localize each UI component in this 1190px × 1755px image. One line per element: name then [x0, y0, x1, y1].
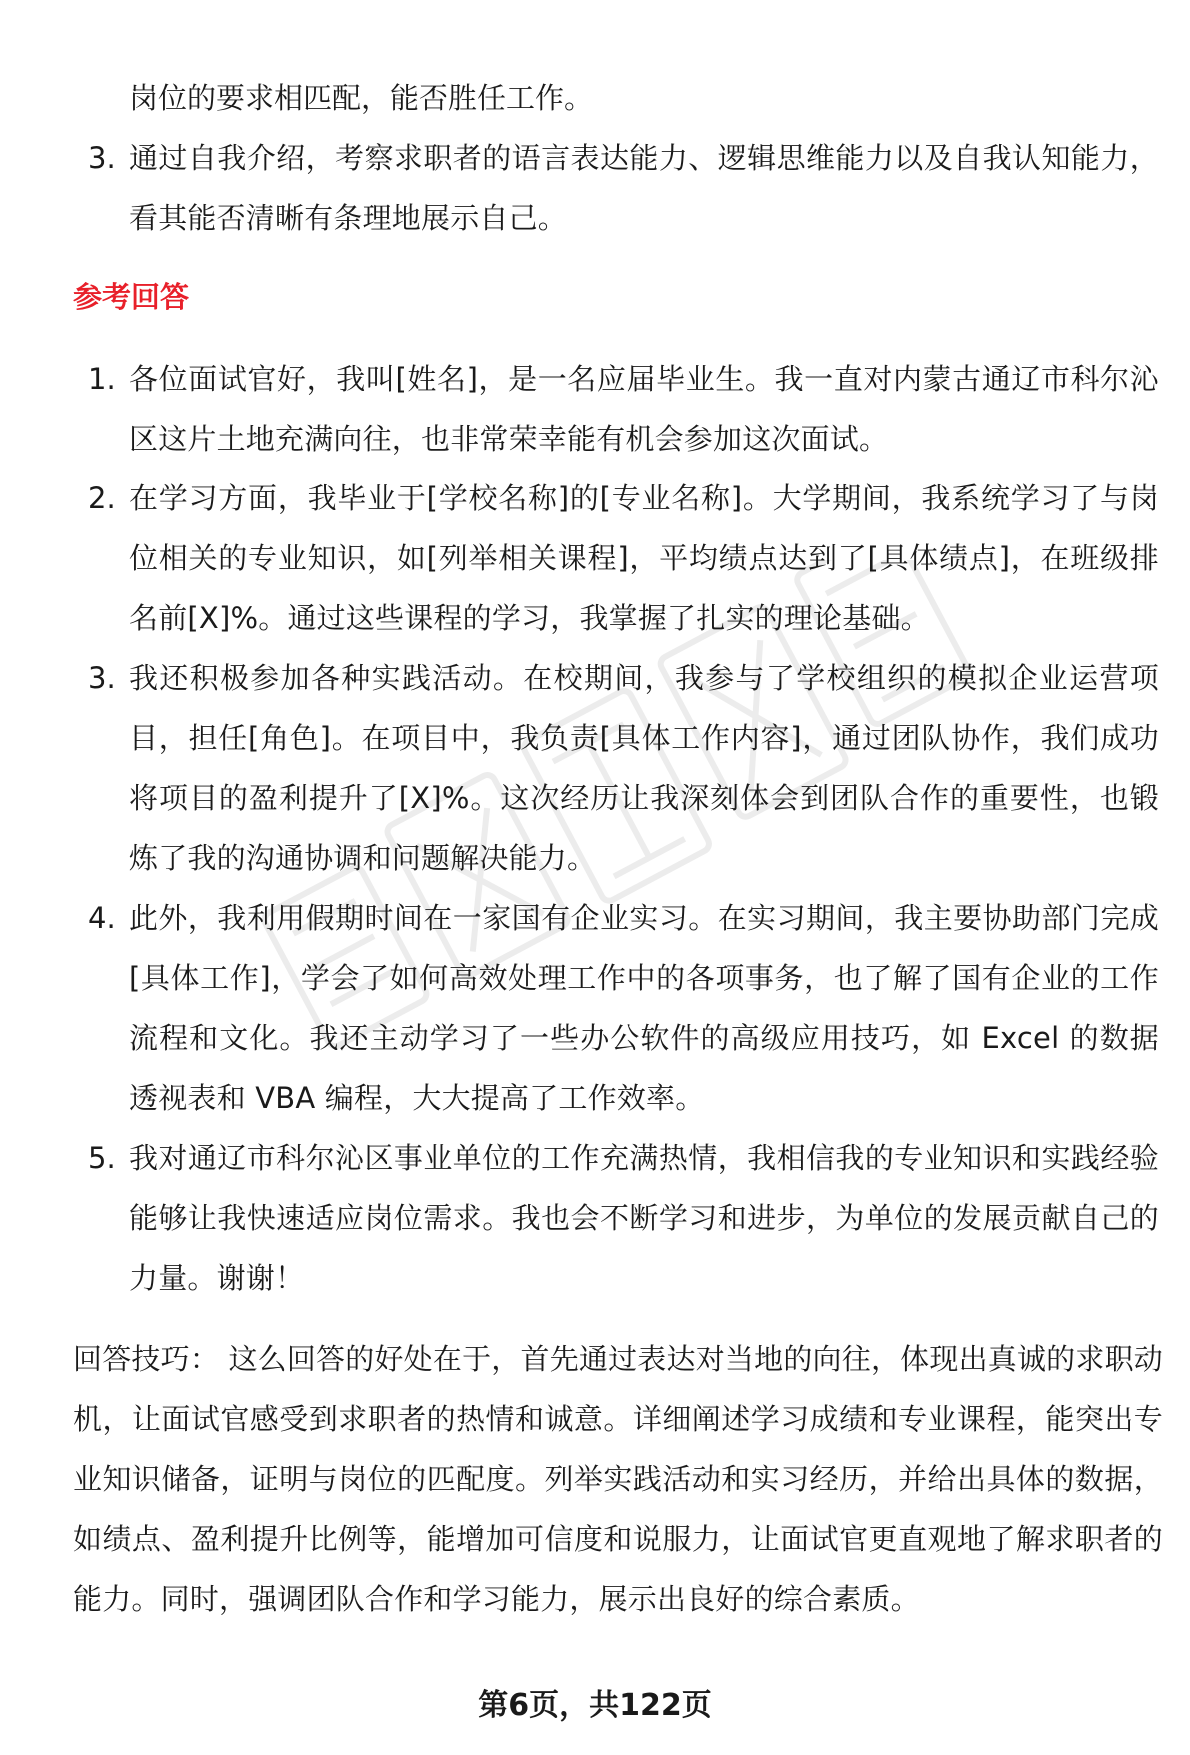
previous-item-continuation: 岗位的要求相匹配，能否胜任工作。 — [129, 81, 594, 115]
section-heading: 参考回答 — [73, 280, 190, 314]
answer-item-number: 1. — [88, 362, 116, 396]
answer-item-text: 在学习方面，我毕业于[学校名称]的[专业名称]。大学期间，我系统学习了与岗位相关的专业知识，如[列举相关课程]，平均绩点达到了[具体绩点]，在班级排名前[X]%。通过这些课程的学习，我掌握了扎实的理论基础。 — [129, 481, 1159, 635]
answer-item-number: 2. — [88, 481, 116, 515]
answer-item-text: 此外，我利用假期时间在一家国有企业实习。在实习期间，我主要协助部门完成[具体工作]，学会了如何高效处理工作中的各项事务，也了解了国有企业的工作流程和文化。我还主动学习了一些办公软件的高级应用技巧，如 Excel 的数据透视表和 VBA 编程，大大提高了工作效率。 — [129, 901, 1159, 1115]
answer-item-number: 3. — [88, 661, 116, 695]
answer-item-number: 4. — [88, 901, 116, 935]
answer-item-text: 我还积极参加各种实践活动。在校期间，我参与了学校组织的模拟企业运营项目，担任[角色]。在项目中，我负责[具体工作内容]，通过团队协作，我们成功将项目的盈利提升了[X]%。这次经历让我深刻体会到团队合作的重要性，也锻炼了我的沟通协调和问题解决能力。 — [129, 661, 1159, 875]
page-number-footer: 第6页，共122页 — [478, 1688, 712, 1723]
list-item-number: 3. — [88, 141, 116, 175]
answer-item-number: 5. — [88, 1141, 116, 1175]
list-item-text: 通过自我介绍，考察求职者的语言表达能力、逻辑思维能力以及自我认知能力，看其能否清晰有条理地展示自己。 — [129, 141, 1159, 235]
answer-tips-paragraph: 回答技巧： 这么回答的好处在于，首先通过表达对当地的向往，体现出真诚的求职动机，让面试官感受到求职者的热情和诚意。详细阐述学习成绩和专业课程，能突出专业知识储备，证明与岗位的匹配度。列举实践活动和实习经历，并给出具体的数据，如绩点、盈利提升比例等，能增加可信度和说服力，让面试官更直观地了解求职者的能力。同时，强调团队合作和学习能力，展示出良好的综合素质。 — [73, 1342, 1163, 1616]
answer-item-text: 我对通辽市科尔沁区事业单位的工作充满热情，我相信我的专业知识和实践经验能够让我快速适应岗位需求。我也会不断学习和进步，为单位的发展贡献自己的力量。谢谢！ — [129, 1141, 1159, 1295]
answer-item-text: 各位面试官好，我叫[姓名]，是一名应届毕业生。我一直对内蒙古通辽市科尔沁区这片土地充满向往，也非常荣幸能有机会参加这次面试。 — [129, 362, 1159, 456]
